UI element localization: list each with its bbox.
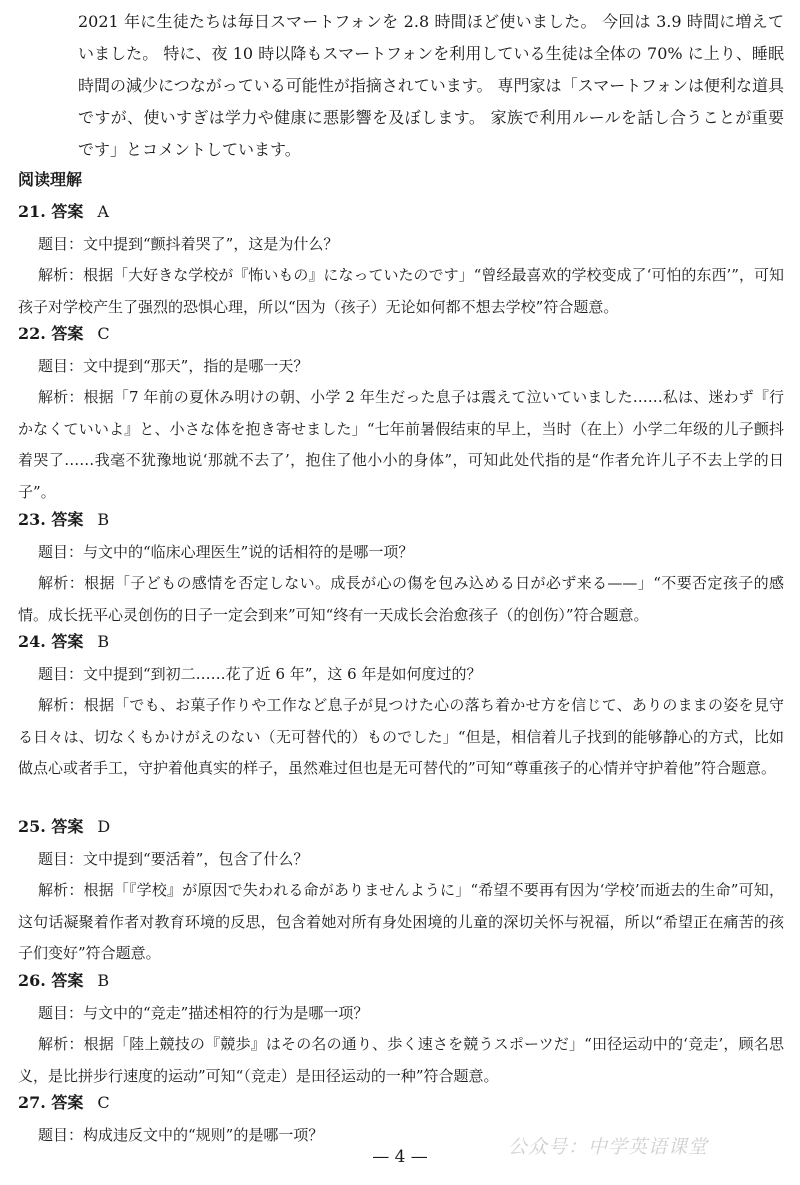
answer-header bbox=[18, 322, 110, 346]
answer-letter: C bbox=[97, 324, 110, 343]
page-number: — 4 — bbox=[372, 1147, 428, 1167]
question-text: 题目：文中提到“要活着”，包含了什么？ bbox=[38, 850, 309, 868]
explanation-text: 解析：根据「大好きな学校が『怖いもの』になっていたのです」“曾经最喜欢的学校变成了‘可怕的东西’”，可知孩子对学校产生了强烈的恐惧心理，所以“因为（孩子）无论如何都不想去学校”符合题意。 bbox=[18, 266, 784, 316]
answer-header bbox=[18, 1091, 110, 1115]
explanation-text: 解析：根据「陸上競技の『競歩』はその名の通り、歩く速さを競うスポーツだ」“田径运动中的‘竞走’，顾名思义，是比拼步行速度的运动”可知“（竞走）是田径运动的一种”符合题意。 bbox=[18, 1035, 784, 1085]
answer-header bbox=[18, 969, 109, 993]
answer-letter: A bbox=[97, 202, 109, 221]
question-number: 24. 答案 bbox=[18, 632, 84, 651]
explanation-text: 解析：根据「子どもの感情を否定しない。成長が心の傷を包み込める日が必ず来る——」“不要否定孩子的感情。成长抚平心灵创伤的日子一定会到来”可知“终有一天成长会治愈孩子（的创伤）”符合题意。 bbox=[18, 574, 784, 624]
answer-header bbox=[18, 815, 110, 839]
question-number: 23. 答案 bbox=[18, 510, 84, 529]
answer-header bbox=[18, 630, 109, 654]
explanation-text: 解析：根据「でも、お菓子作りや工作など息子が見つけた心の落ち着かせ方を信じて、ありのままの姿を見守る日々は、切なくもかけがえのない（无可替代的）ものでした」“但是，相信着儿子找到的能够静心的方式，比如做点心或者手工，守护着他真实的样子，虽然难过但也是无可替代的”可知“尊重孩子的心情并守护着他”符合题意。 bbox=[18, 696, 784, 777]
answer-letter: B bbox=[97, 510, 110, 529]
answer-letter: B bbox=[97, 632, 110, 651]
section-title: 阅读理解 bbox=[18, 170, 83, 189]
explanation-text: 解析：根据「『学校』が原因で失われる命がありませんように」“希望不要再有因为‘学校’而逝去的生命”可知，这句话凝聚着作者对教育环境的反思，包含着她对所有身处困境的儿童的深切关怀与祝福，所以“希望正在痛苦的孩子们变好”符合题意。 bbox=[18, 881, 784, 962]
question-text: 题目：与文中的“竞走”描述相符的行为是哪一项？ bbox=[38, 1004, 369, 1022]
question-text: 题目：与文中的“临床心理医生”说的话相符的是哪一项？ bbox=[38, 543, 414, 561]
answer-header bbox=[18, 200, 109, 224]
question-text: 题目：文中提到“到初二……花了近 6 年”，这 6 年是如何度过的？ bbox=[38, 665, 482, 683]
question-number: 22. 答案 bbox=[18, 324, 84, 343]
question-text: 题目：构成违反文中的“规则”的是哪一项？ bbox=[38, 1126, 324, 1144]
answer-letter: B bbox=[97, 971, 110, 990]
question-number: 27. 答案 bbox=[18, 1093, 84, 1112]
question-number: 25. 答案 bbox=[18, 817, 84, 836]
watermark-text: 公众号：中学英语课堂 bbox=[508, 1136, 709, 1158]
answer-header bbox=[18, 508, 109, 532]
question-number: 21. 答案 bbox=[18, 202, 84, 221]
question-text: 题目：文中提到“颤抖着哭了”，这是为什么？ bbox=[38, 235, 339, 253]
answer-letter: D bbox=[97, 817, 111, 836]
question-number: 26. 答案 bbox=[18, 971, 84, 990]
question-text: 题目：文中提到“那天”，指的是哪一天？ bbox=[38, 357, 309, 375]
explanation-text: 解析：根据「7 年前の夏休み明けの朝、小学 2 年生だった息子は震えて泣いていました……私は、迷わず『行かなくていいよ』と、小さな体を抱き寄せました」“七年前暑假结束的早上，当时（在上）小学二年级的儿子颤抖着哭了……我毫不犹豫地说‘那就不去了’，抱住了他小小的身体”，可知此处代指的是“作者允许儿子不去上学的日子”。 bbox=[18, 388, 784, 501]
intro-paragraph: 2021 年に生徒たちは毎日スマートフォンを 2.8 時間ほど使いました。 今回は 3.9 時間に増えていました。 特に、夜 10 時以降もスマートフォンを利用している生徒は全体の 70% に上り、睡眠時間の減少につながっている可能性が指摘されています。 専門家は「スマートフォンは便利な道具ですが、使いすぎは学力や健康に悪影響を及ぼします。 家族で利用ルールを話し合うことが重要です」とコメントしています。 bbox=[78, 12, 784, 159]
answer-letter: C bbox=[97, 1093, 110, 1112]
